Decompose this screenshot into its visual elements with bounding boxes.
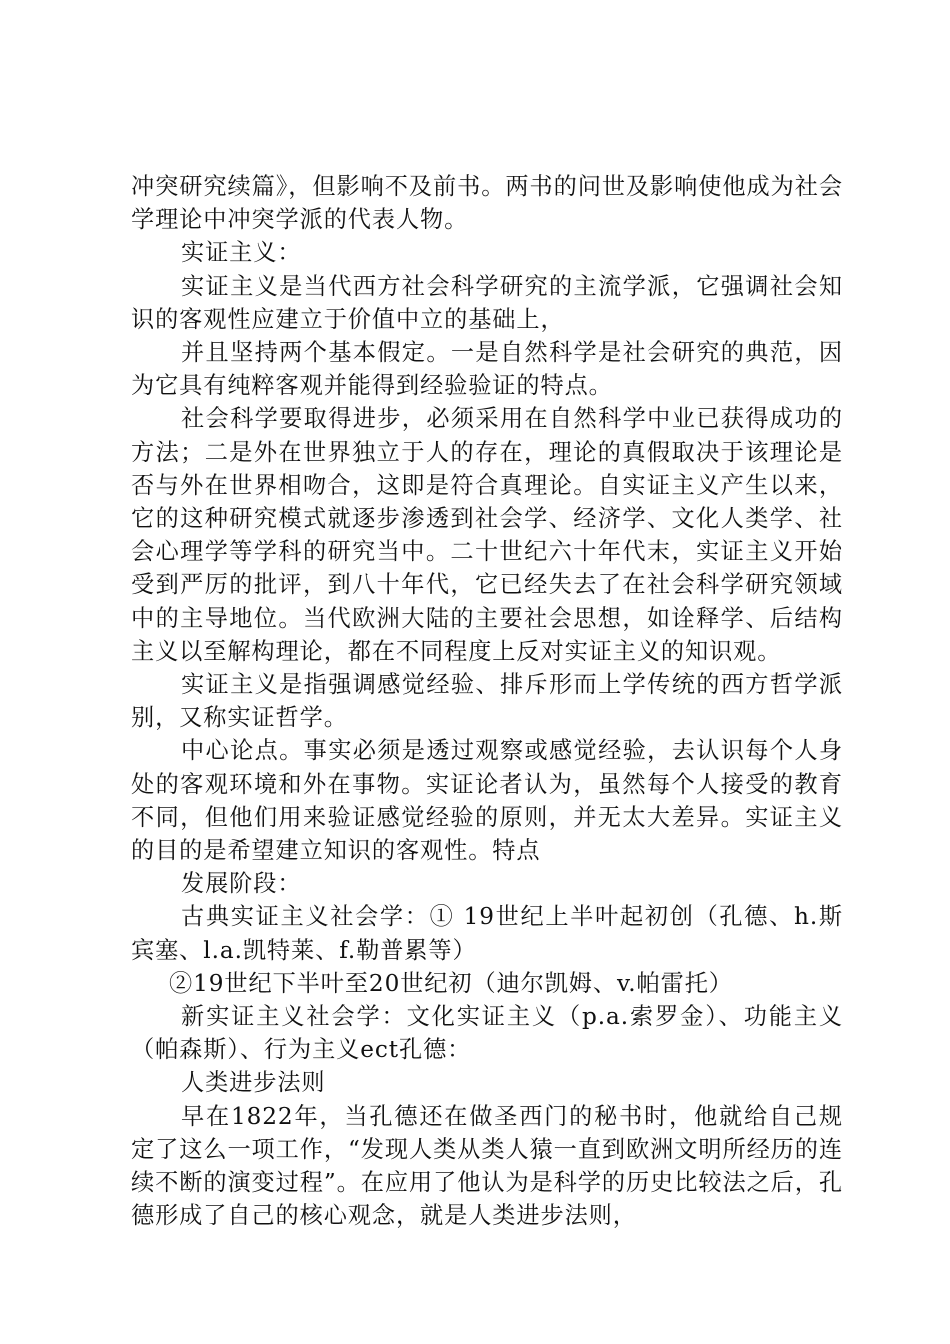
paragraph-central-argument: 中心论点。事实必须是透过观察或感觉经验，去认识每个人身处的客观环境和外在事物。实证论者认为，虽然每个人接受的教育不同，但他们用来验证感觉经验的原则，并无太大差异。实证主义的目的是希望建立知识的客观性。特点 [131, 737, 843, 865]
heading-development-stages: 发展阶段： [181, 870, 302, 898]
paragraph-new-positivism: 新实证主义社会学：文化实证主义（p.a.索罗金）、功能主义（帕森斯）、行为主义ect孔德： [131, 1003, 843, 1064]
document-body [131, 170, 843, 1233]
paragraph-positivist-philosophy: 实证主义是指强调感觉经验、排斥形而上学传统的西方哲学派别，又称实证哲学。 [131, 671, 843, 732]
paragraph-positivism-definition: 实证主义是当代西方社会科学研究的主流学派，它强调社会知识的客观性应建立于价值中立的基础上， [131, 272, 843, 333]
paragraph-social-science-progress: 社会科学要取得进步，必须采用在自然科学中业已获得成功的方法；二是外在世界独立于人的存在，理论的真假取决于该理论是否与外在世界相吻合，这即是符合真理论。自实证主义产生以来，它的这种研究模式就逐步渗透到社会学、经济学、文化人类学、社会心理学等学科的研究当中。二十世纪六十年代末，实证主义开始受到严厉的批评，到八十年代，它已经失去了在社会科学研究领域中的主导地位。当代欧洲大陆的主要社会思想，如诠释学、后结构主义以至解构理论，都在不同程度上反对实证主义的知识观。 [131, 405, 843, 665]
paragraph-late-19th-century: ②19世纪下半叶至20世纪初（迪尔凯姆、v.帕雷托） [169, 969, 733, 997]
paragraph-two-assumptions: 并且坚持两个基本假定。一是自然科学是社会研究的典范，因为它具有纯粹客观并能得到经验验证的特点。 [131, 339, 843, 400]
heading-positivism: 实证主义： [181, 239, 302, 267]
paragraph-classical-positivism: 古典实证主义社会学：① 19世纪上半叶起初创（孔德、h.斯宾塞、l.a.凯特莱、f.勒普累等） [131, 903, 843, 964]
paragraph-conflict-continuation: 冲突研究续篇》，但影响不及前书。两书的问世及影响使他成为社会学理论中冲突学派的代表人物。 [131, 173, 843, 234]
heading-law-of-human-progress: 人类进步法则 [181, 1069, 326, 1097]
paragraph-comte-1822: 早在1822年，当孔德还在做圣西门的秘书时，他就给自己规定了这么一项工作，“发现人类从类人猿一直到欧洲文明所经历的连续不断的演变过程”。在应用了他认为是科学的历史比较法之后，孔德形成了自己的核心观念，就是人类进步法则， [131, 1102, 843, 1230]
